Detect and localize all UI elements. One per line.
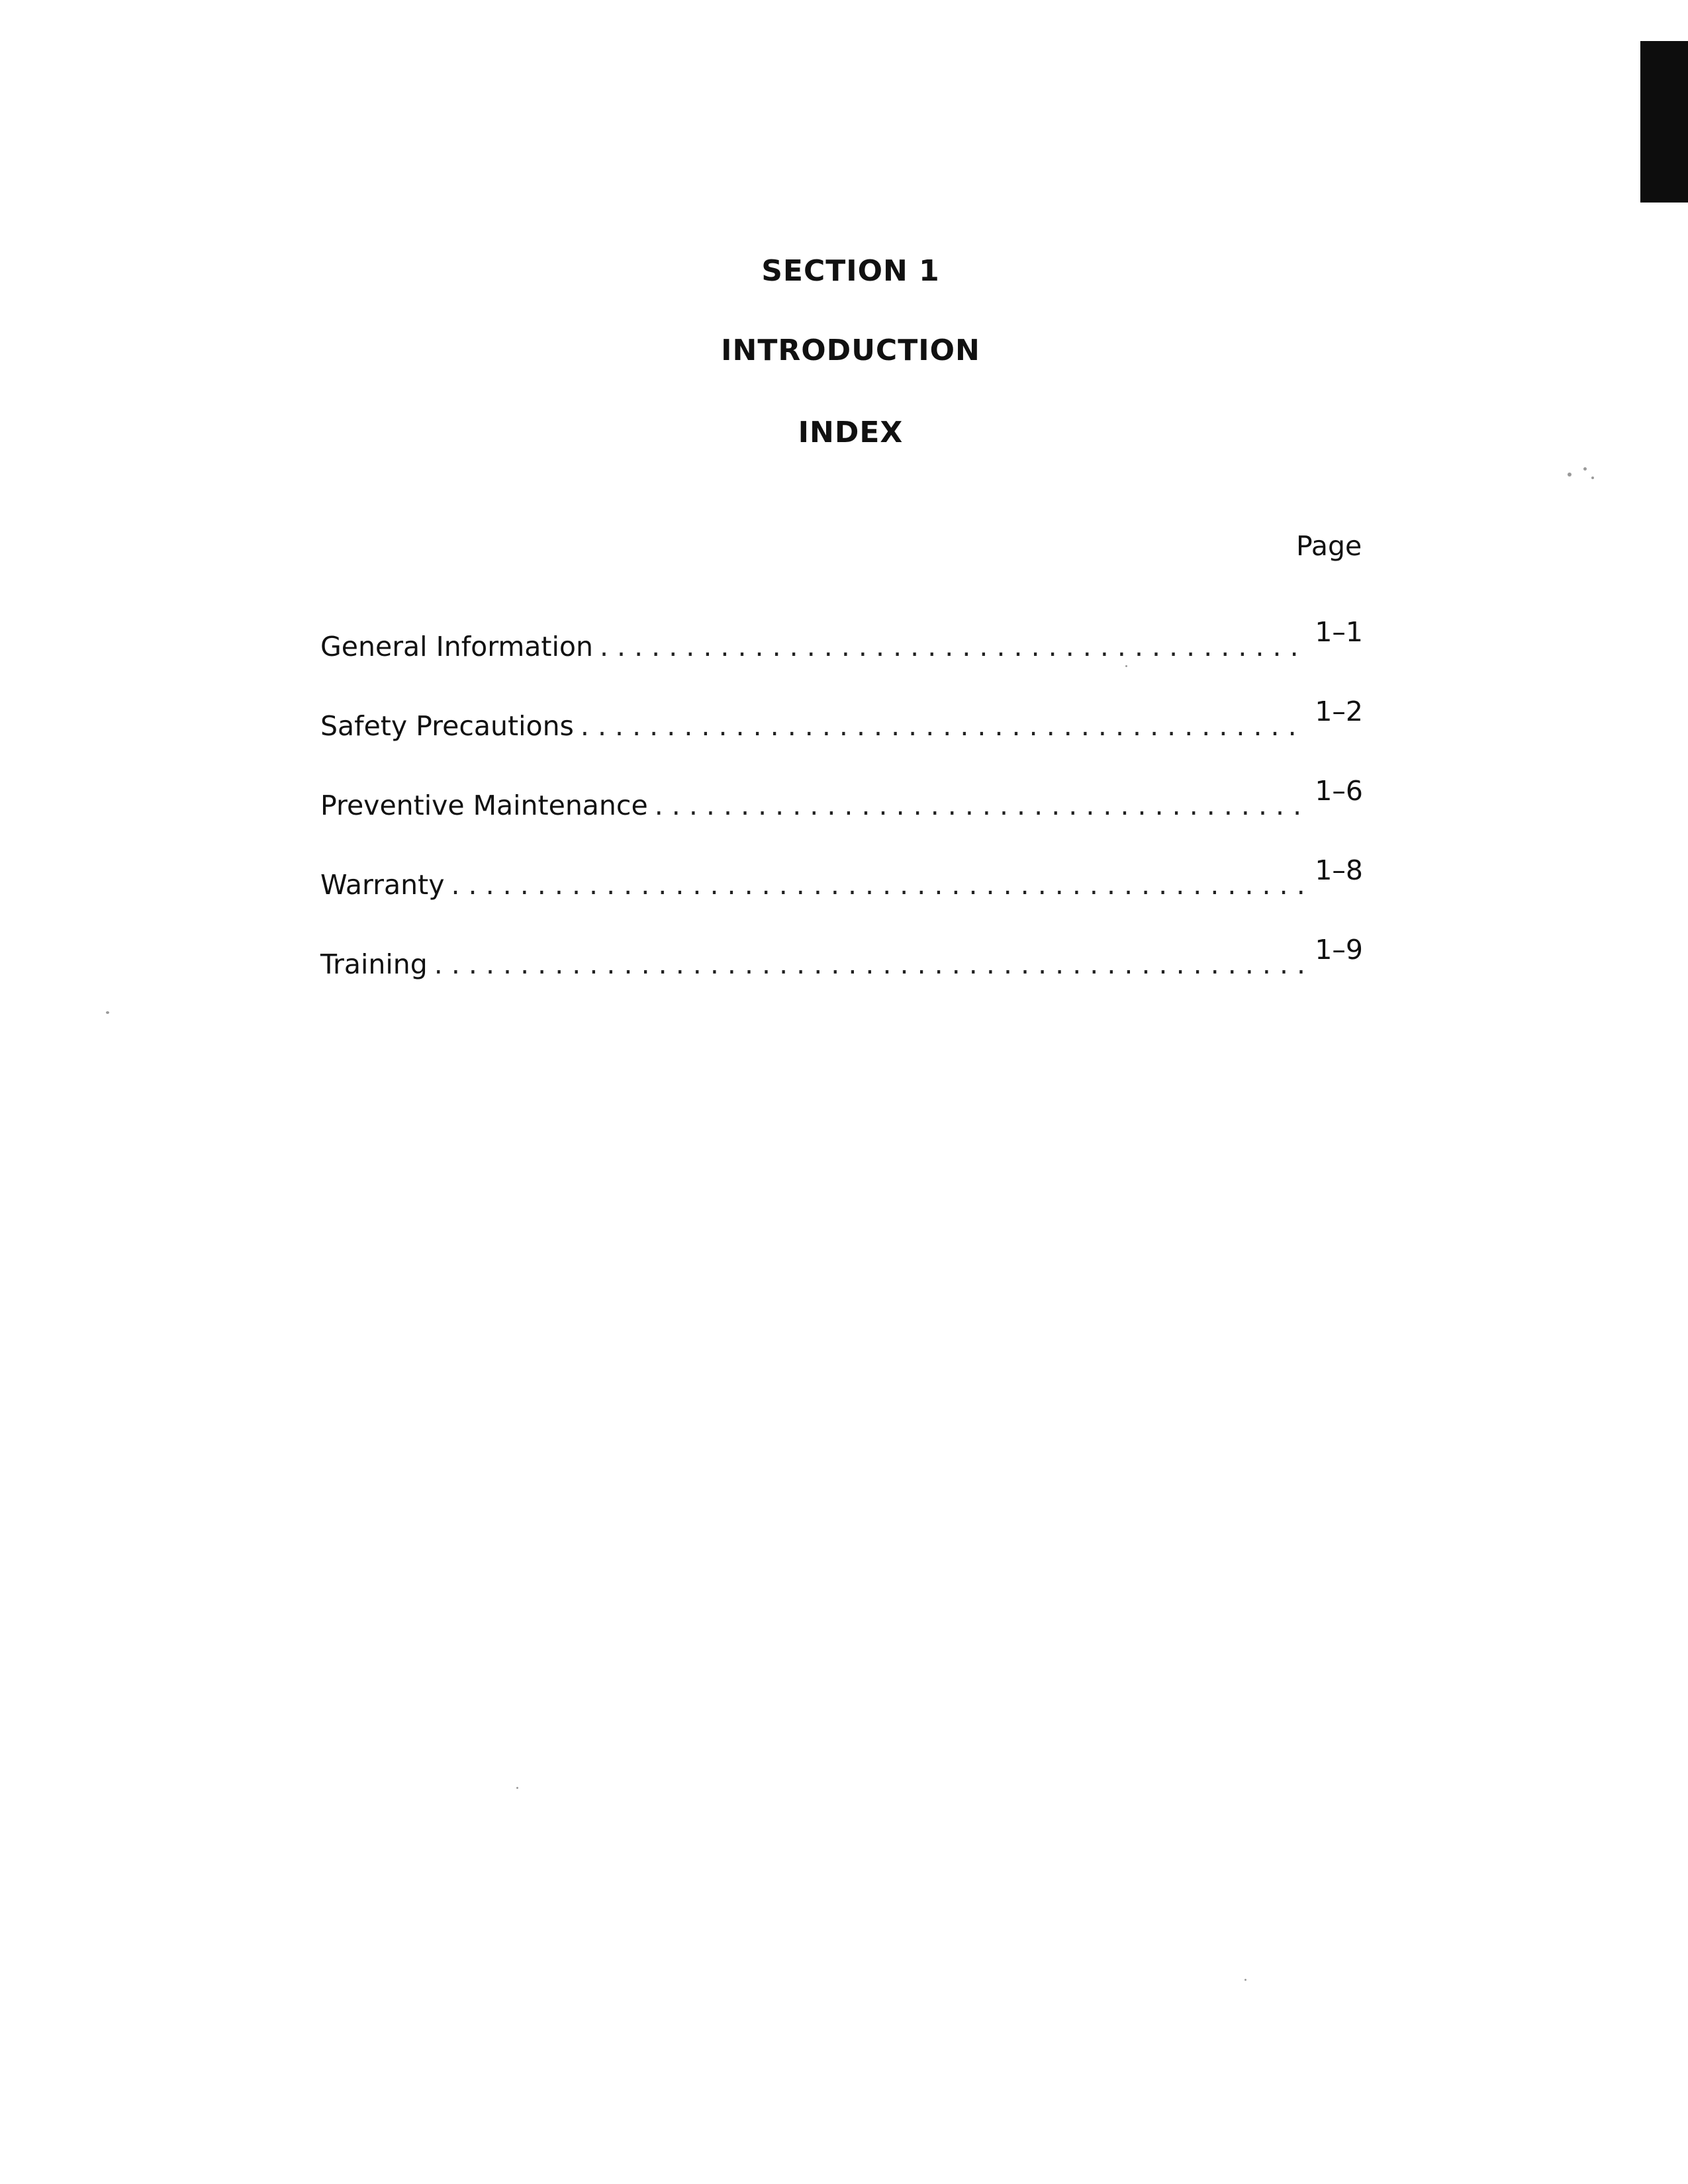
scan-speck xyxy=(1125,665,1127,667)
toc-leader-dots xyxy=(581,713,1308,740)
index-heading: INDEX xyxy=(798,416,904,449)
toc-entry-page: 1–8 xyxy=(1315,854,1363,886)
toc-entry xyxy=(320,616,1363,662)
toc-entry-page: 1–9 xyxy=(1315,934,1363,966)
scan-speck xyxy=(1568,473,1571,477)
toc-entry-page: 1–2 xyxy=(1315,696,1363,727)
scan-speck xyxy=(516,1787,518,1789)
toc-leader-dots xyxy=(655,792,1309,819)
toc-entry xyxy=(320,934,1363,980)
toc-entry xyxy=(320,854,1363,901)
section-heading: SECTION 1 xyxy=(761,254,940,288)
toc-entry-title: Warranty xyxy=(320,869,445,901)
toc-entry-title: Safety Precautions xyxy=(320,710,574,742)
section-tab-marker xyxy=(1640,41,1688,203)
toc-entry xyxy=(320,696,1363,742)
page-column-label: Page xyxy=(1296,530,1362,562)
toc-leader-dots xyxy=(434,951,1309,978)
toc-entry-page: 1–6 xyxy=(1315,775,1363,807)
scan-speck xyxy=(1583,467,1587,471)
toc-entry-title: Training xyxy=(320,948,428,980)
toc-entry-title: Preventive Maintenance xyxy=(320,790,648,821)
toc-entry-page: 1–1 xyxy=(1315,616,1363,648)
scan-speck xyxy=(1244,1979,1246,1981)
toc-entry xyxy=(320,775,1363,821)
scan-speck xyxy=(106,1011,109,1014)
toc-leader-dots xyxy=(600,633,1308,660)
section-title: INTRODUCTION xyxy=(721,334,980,367)
toc-entry-title: General Information xyxy=(320,631,593,662)
toc-leader-dots xyxy=(451,872,1308,899)
scan-speck xyxy=(1591,477,1594,479)
